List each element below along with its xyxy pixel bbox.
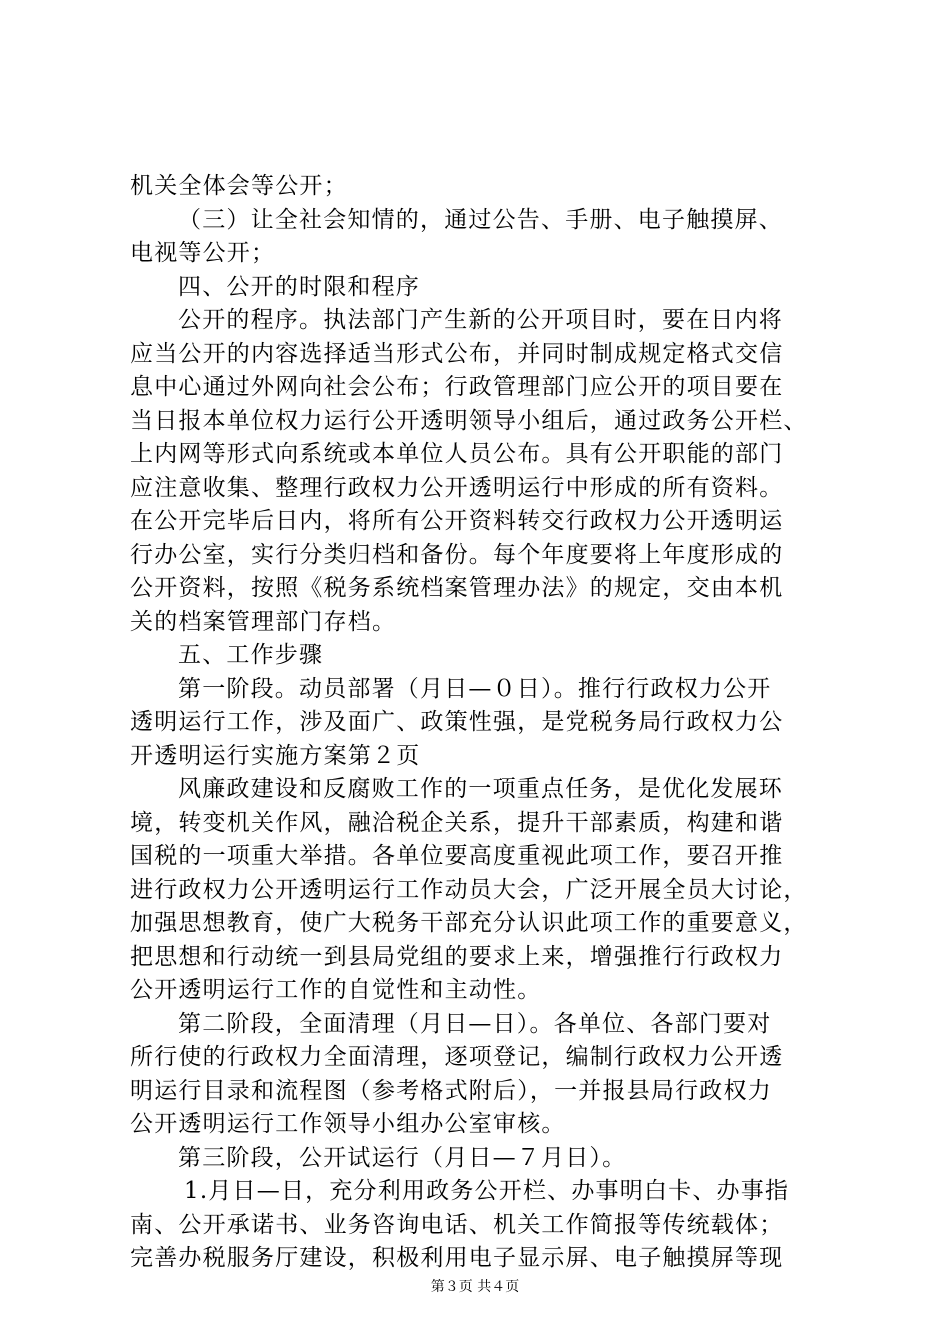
section-heading: 四、公开的时限和程序 — [178, 273, 420, 300]
text-line: 加强思想教育，使广大税务干部充分认识此项工作的重要意义， — [130, 910, 808, 936]
text-line: 公开的程序。执法部门产生新的公开项目时，要在日内将 — [178, 307, 783, 333]
text-line: 完善办税服务厅建设，积极利用电子显示屏、电子触摸屏等现 — [130, 1245, 784, 1271]
text-line: 把思想和行动统一到县局党组的要求上来，增强推行行政权力 — [130, 943, 784, 970]
text-line: 第一阶段。动员部署（月日—０日）。推行行政权力公开 — [178, 675, 772, 702]
page-number: 第３页 共４页 — [430, 1279, 520, 1295]
text-line: 息中心通过外网向社会公布；行政管理部门应公开的项目要在 — [130, 374, 784, 400]
text-line: 当日报本单位权力运行公开透明领导小组后，通过政务公开栏、 — [130, 407, 808, 434]
text-line: 风廉政建设和反腐败工作的一项重点任务，是优化发展环 — [178, 776, 783, 802]
text-line: 电视等公开； — [130, 240, 276, 266]
text-line: （三）让全社会知情的，通过公告、手册、电子触摸屏、 — [178, 206, 783, 233]
text-line: 公开透明运行工作的自觉性和主动性。 — [130, 977, 542, 1003]
text-line: 公开资料，按照《税务系统档案管理办法》的规定，交由本机 — [130, 575, 784, 601]
text-line: 进行政权力公开透明运行工作动员大会，广泛开展全员大讨论， — [130, 876, 808, 903]
page-footer — [0, 1278, 950, 1296]
text-line: 所行使的行政权力全面清理，逐项登记，编制行政权力公开透 — [130, 1044, 784, 1070]
text-line: 上内网等形式向系统或本单位人员公布。具有公开职能的部门 — [130, 441, 784, 467]
text-line: 第二阶段，全面清理（月日—日）。各单位、各部门要对 — [178, 1010, 772, 1037]
text-line: 应注意收集、整理行政权力公开透明运行中形成的所有资料。 — [130, 474, 784, 501]
text-line: 行办公室，实行分类归档和备份。每个年度要将上年度形成的 — [130, 541, 784, 568]
text-line: 南、公开承诺书、业务咨询电话、机关工作简报等传统载体； — [130, 1211, 784, 1238]
text-line: 公开透明运行工作领导小组办公室审核。 — [130, 1111, 566, 1137]
text-line: 第三阶段，公开试运行（月日—７月日）。 — [178, 1144, 627, 1171]
text-line: 国税的一项重大举措。各单位要高度重视此项工作，要召开推 — [130, 843, 784, 869]
text-line: 透明运行工作，涉及面广、政策性强，是党税务局行政权力公 — [130, 709, 784, 735]
section-heading: 五、工作步骤 — [178, 642, 324, 668]
text-line: 境，转变机关作风，融洽税企关系，提升干部素质，构建和谐 — [130, 809, 784, 836]
text-line: 1.月日—日，充分利用政务公开栏、办事明白卡、办事指 — [184, 1178, 790, 1204]
text-line: 关的档案管理部门存档。 — [130, 608, 397, 635]
text-line: 明运行目录和流程图（参考格式附后），一并报县局行政权力 — [130, 1077, 772, 1104]
text-line: 开透明运行实施方案第２页 — [130, 742, 421, 769]
document-body — [130, 170, 830, 1276]
text-line: 机关全体会等公开； — [130, 173, 348, 199]
text-line: 在公开完毕后日内，将所有公开资料转交行政权力公开透明运 — [130, 508, 784, 534]
text-line: 应当公开的内容选择适当形式公布，并同时制成规定格式交信 — [130, 340, 784, 367]
